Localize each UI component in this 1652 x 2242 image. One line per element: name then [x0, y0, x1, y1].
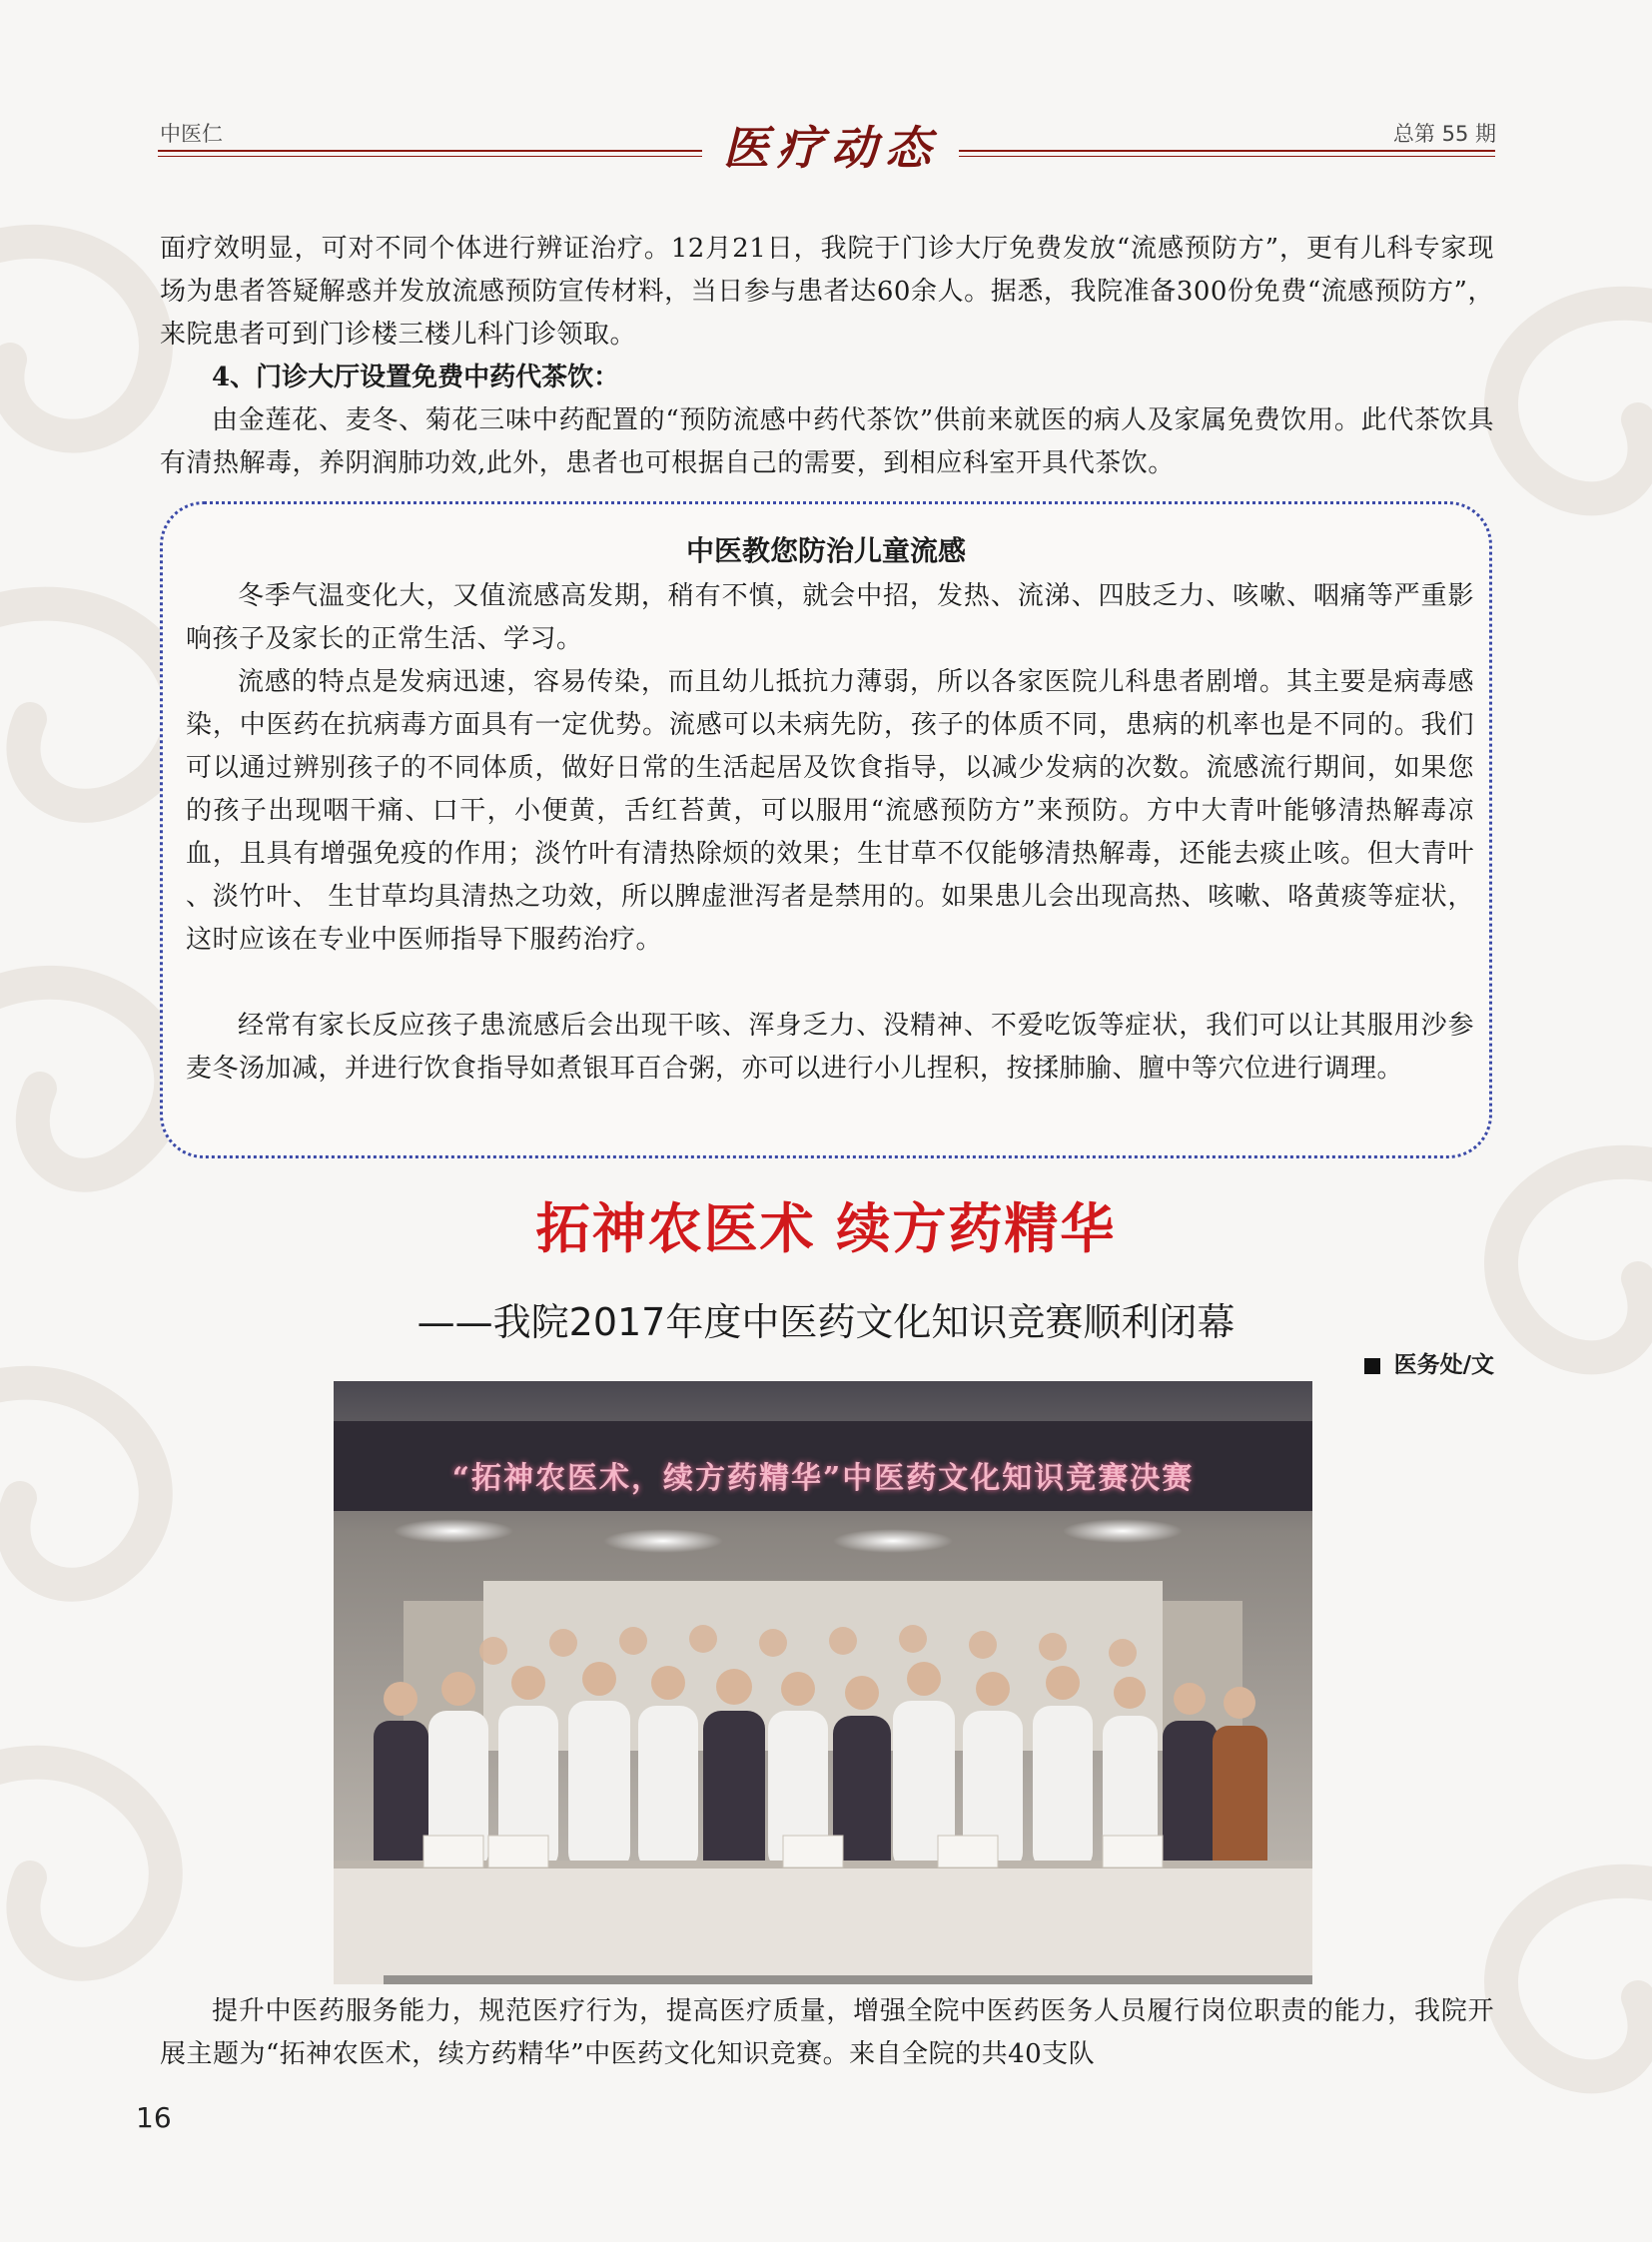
info-box-title: 中医教您防治儿童流感	[685, 534, 966, 567]
page-number: 16	[136, 2101, 172, 2134]
article-byline	[1364, 1346, 1494, 1379]
byline-text: 医务处/文	[1393, 1352, 1494, 1378]
paragraph-tea-drink: 由金莲花、麦冬、菊花三味中药配置的“预防流感中药代茶饮”供前来就医的病人及家属免费饮用。此代茶饮具有清热解毒，养阴润肺功效,此外，患者也可根据自己的需要，到相应科室开具代茶饮。	[160, 405, 1494, 478]
square-bullet-icon	[1364, 1358, 1380, 1374]
photo-banner-text: “拓神农医术，续方药精华”中医药文化知识竞赛决赛	[451, 1461, 1195, 1496]
group-photo	[334, 1381, 1312, 1984]
info-box-paragraph: 冬季气温变化大，又值流感高发期，稍有不慎，就会中招，发热、流涕、四肢乏力、咳嗽、咽痛等严重影响孩子及家长的正常生活、学习。	[186, 581, 1474, 654]
header-rule-left	[158, 150, 702, 152]
paragraph-continuation: 面疗效明显，可对不同个体进行辨证治疗。12月21日，我院于门诊大厅免费发放“流感预防方”，更有儿科专家现场为患者答疑解惑并发放流感预防宣传材料，当日参与患者达60余人。据悉，我院准备300份免费“流感预防方”，来院患者可到门诊楼三楼儿科门诊领取。	[160, 234, 1494, 350]
issue-number: 总第 55 期	[1392, 122, 1496, 146]
section-subheading: 4、门诊大厅设置免费中药代茶饮：	[212, 363, 620, 392]
header-rule-right	[959, 150, 1495, 152]
info-box-paragraph: 流感的特点是发病迅速，容易传染，而且幼儿抵抗力薄弱，所以各家医院儿科患者剧增。其主要是病毒感染，中医药在抗病毒方面具有一定优势。流感可以未病先防，孩子的体质不同，患病的机率也是不同的。我们可以通过辨别孩子的不同体质，做好日常的生活起居及饮食指导，以减少发病的次数。流感流行期间，如果您的孩子出现咽干痛、口干，小便黄，舌红苔黄，可以服用“流感预防方”来预防。方中大青叶能够清热解毒凉血，且具有增强免疫的作用；淡竹叶有清热除烦的效果；生甘草不仅能够清热解毒，还能去痰止咳。但大青叶 、淡竹叶、 生甘草均具清热之功效，所以脾虚泄泻者是禁用的。如果患儿会出现高热、咳嗽、咯黄痰等症状，这时应该在专业中医师指导下服药治疗。	[186, 667, 1474, 955]
article-subtitle: ——我院2017年度中医药文化知识竞赛顺利闭幕	[416, 1300, 1236, 1344]
header-rule-right-thin	[959, 156, 1495, 157]
info-box-paragraph: 经常有家长反应孩子患流感后会出现干咳、浑身乏力、没精神、不爱吃饭等症状，我们可以让其服用沙参麦冬汤加减，并进行饮食指导如煮银耳百合粥，亦可以进行小儿捏积，按揉肺腧、膻中等穴位进行调理。	[186, 1011, 1474, 1084]
magazine-name: 中医仁	[160, 122, 223, 146]
section-title: 医疗动态	[723, 121, 939, 175]
article-title: 拓神农医术 续方药精华	[535, 1197, 1117, 1260]
article-body: 提升中医药服务能力，规范医疗行为，提高医疗质量，增强全院中医药医务人员履行岗位职责的能力，我院开展主题为“拓神农医术，续方药精华”中医药文化知识竞赛。来自全院的共40支队	[160, 1996, 1494, 2069]
header-rule-left-thin	[158, 156, 702, 157]
